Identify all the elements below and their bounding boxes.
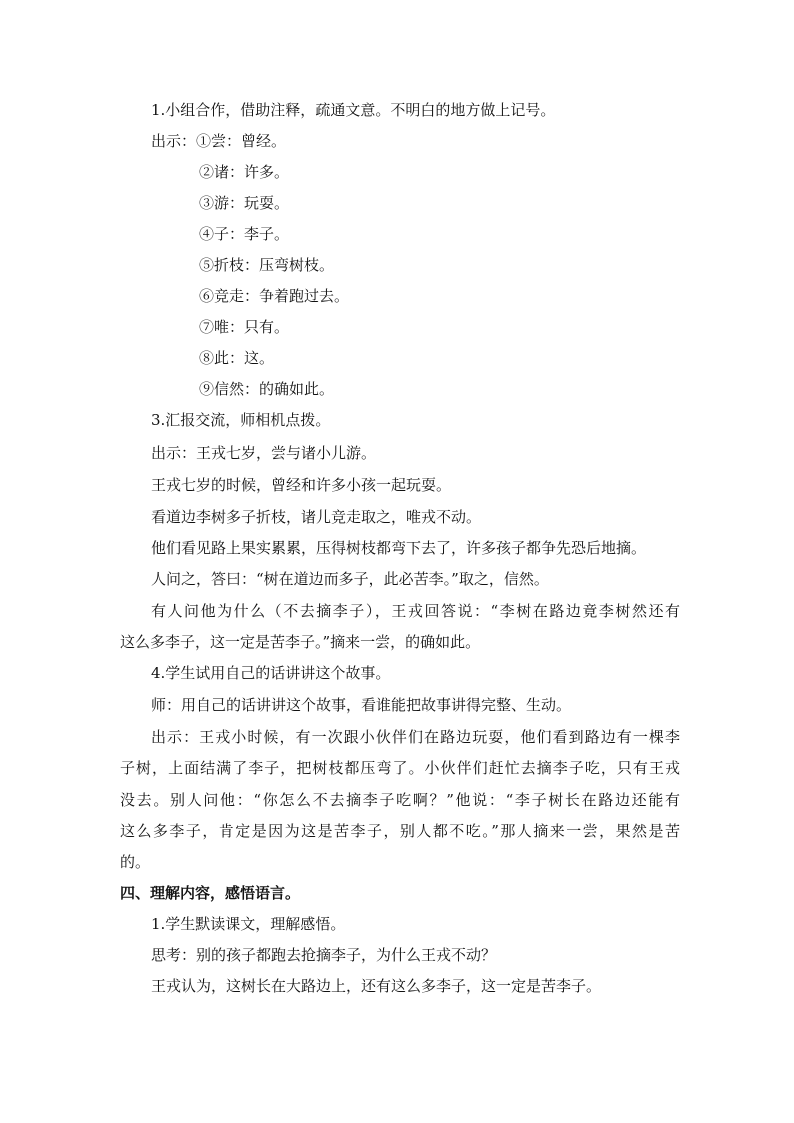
text-line: 思考：别的孩子都跑去抢摘李子，为什么王戎不动？ xyxy=(151,946,497,964)
text-line: 人问之，答曰：“树在道边而多子，此必苦李。”取之，信然。 xyxy=(151,570,549,588)
step-3-heading: 3.汇报交流，师相机点拨。 xyxy=(151,411,331,429)
text-line: 看道边李树多子折枝，诸儿竞走取之，唯戎不动。 xyxy=(151,508,482,526)
annotation-line: ③游：玩耍。 xyxy=(199,194,290,212)
text-line: 他们看见路上果实累累，压得树枝都弯下去了，许多孩子都争先恐后地摘。 xyxy=(151,539,647,557)
step-1-heading: 1.小组合作，借助注释，疏通文意。不明白的地方做上记号。 xyxy=(151,101,556,119)
text-line: 王戎七岁的时候，曾经和许多小孩一起玩耍。 xyxy=(151,476,452,494)
step-4-heading: 4.学生试用自己的话讲讲这个故事。 xyxy=(151,664,391,682)
step-1-heading: 1.学生默读课文，理解感悟。 xyxy=(151,915,346,933)
text-line: 出示：王戎七岁，尝与诸小儿游。 xyxy=(151,444,377,462)
text-line: 没去。别人问他：“你怎么不去摘李子吃啊？”他说：“李子树长在路边还能有 xyxy=(120,791,680,809)
text-line: 出示：王戎小时候，有一次跟小伙伴们在路边玩耍，他们看到路边有一棵李 xyxy=(151,728,680,746)
text-line: 有人问他为什么（不去摘李子），王戎回答说：“李树在路边竟李树然还有 xyxy=(151,602,680,620)
text-line: 这么多李子，肯定是因为这是苦李子，别人都不吃。”那人摘来一尝，果然是苦 xyxy=(120,822,680,840)
annotation-line: ④子：李子。 xyxy=(199,225,290,243)
text-line: 子树，上面结满了李子，把树枝都压弯了。小伙伴们赶忙去摘李子吃，只有王戎 xyxy=(120,759,680,777)
annotation-line: ②诸：许多。 xyxy=(199,163,290,181)
annotation-line: ⑨信然：的确如此。 xyxy=(199,380,335,398)
section-heading: 四、理解内容，感悟语言。 xyxy=(120,884,301,902)
text-line: 师：用自己的话讲讲这个故事，看谁能把故事讲得完整、生动。 xyxy=(151,696,572,714)
annotation-line: ⑦唯：只有。 xyxy=(199,318,290,336)
text-line: 的。 xyxy=(120,853,151,871)
text-line: 这么多李子，这一定是苦李子。”摘来一尝，的确如此。 xyxy=(120,633,481,651)
annotation-line: ⑤折枝：压弯树枝。 xyxy=(199,256,335,274)
text-line: 王戎认为，这树长在大路边上，还有这么多李子，这一定是苦李子。 xyxy=(151,977,602,995)
annotation-line: ⑧此：这。 xyxy=(199,349,275,367)
annotation-line: ⑥竞走：争着跑过去。 xyxy=(199,287,350,305)
annotation-line: 出示：①尝：曾经。 xyxy=(151,132,287,150)
